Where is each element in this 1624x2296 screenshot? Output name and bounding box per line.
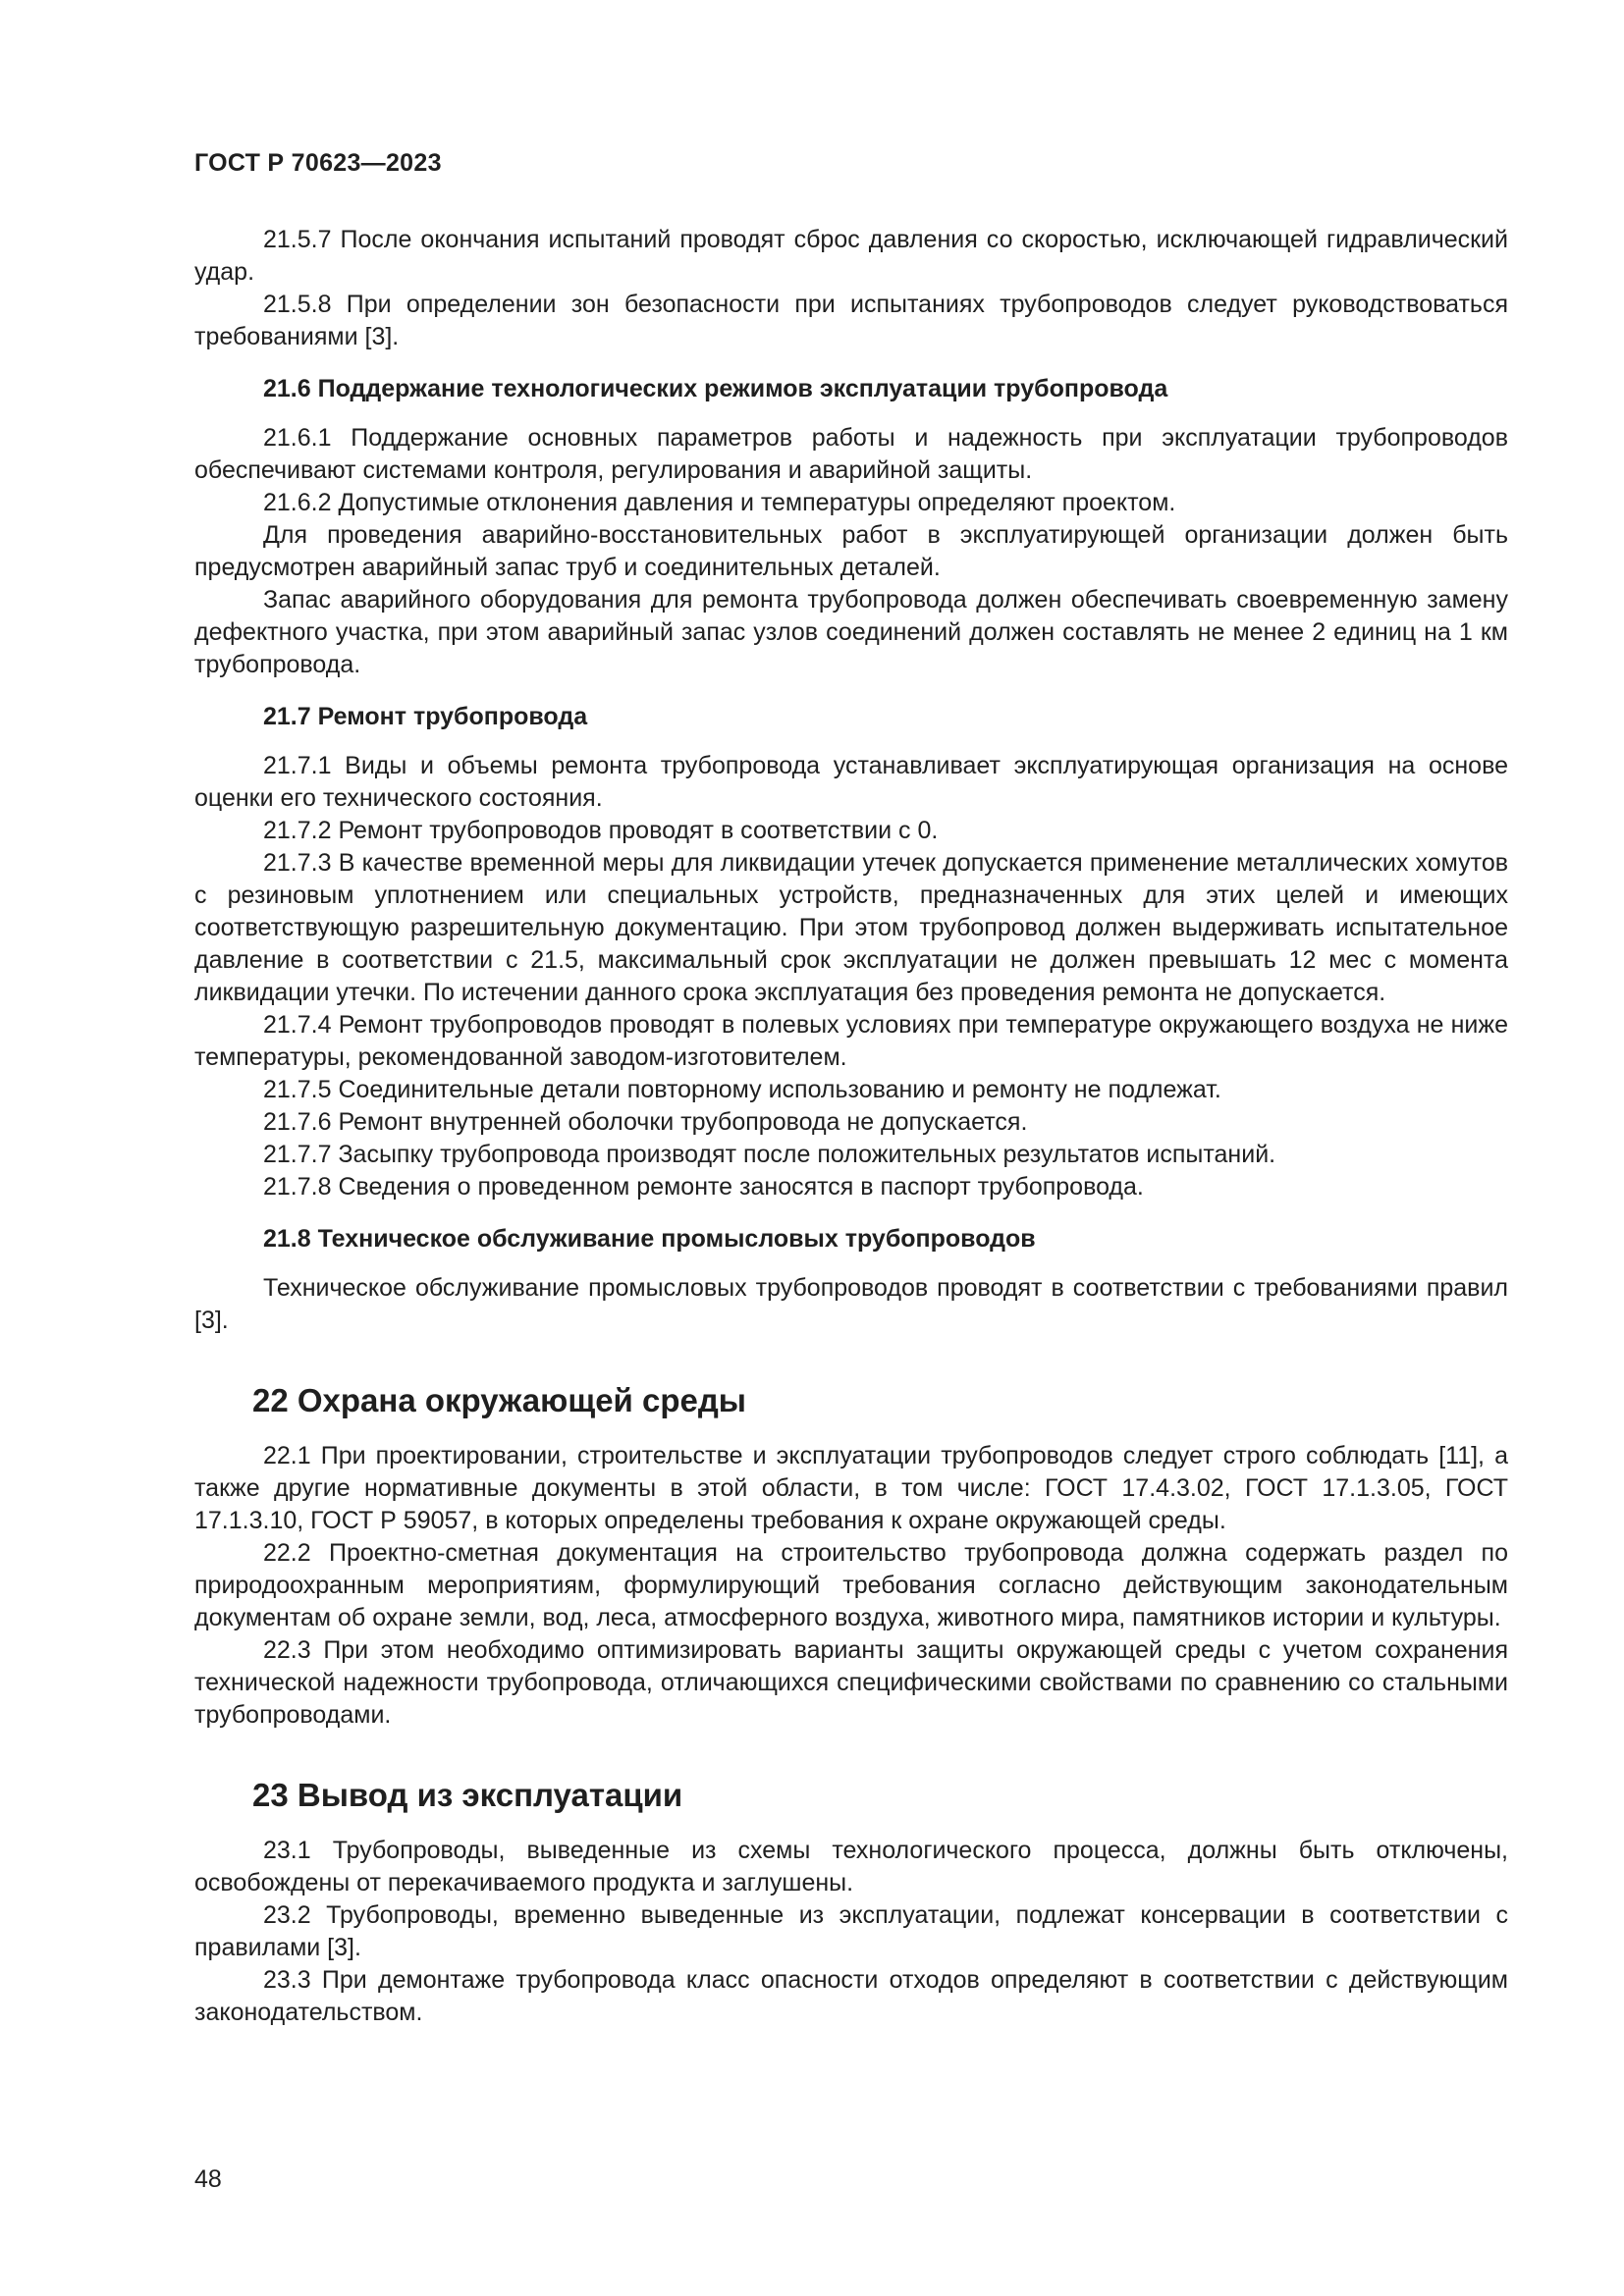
paragraph-22-2: 22.2 Проектно-сметная документация на строительство трубопровода должна содержать раздел по природоохранным мероприятиям, формулирующий требования согласно действующим законодательным документам об охране земли, вод, леса, атмосферного воздуха, животного мира, памятников истории и культуры. [194, 1539, 1508, 1631]
subheading-21-6: 21.6 Поддержание технологических режимов эксплуатации трубопровода [263, 375, 1168, 402]
paragraph-21-7-1: 21.7.1 Виды и объемы ремонта трубопровода устанавливает эксплуатирующая организация на основе оценки его технического состояния. [194, 752, 1508, 812]
paragraph-21-6-2: 21.6.2 Допустимые отклонения давления и температуры определяют проектом. [263, 489, 1176, 516]
paragraph-23-1: 23.1 Трубопроводы, выведенные из схемы технологического процесса, должны быть отключены, освобождены от перекачиваемого продукта и заглушены. [194, 1837, 1508, 1896]
section-title-23: 23 Вывод из эксплуатации [252, 1777, 683, 1813]
section-title-22: 22 Охрана окружающей среды [252, 1382, 746, 1418]
subheading-21-8: 21.8 Техническое обслуживание промысловых трубопроводов [263, 1225, 1036, 1253]
subheading-21-7: 21.7 Ремонт трубопровода [263, 703, 588, 730]
document-code-header: ГОСТ Р 70623—2023 [194, 149, 442, 177]
paragraph-21-7-6: 21.7.6 Ремонт внутренней оболочки трубопровода не допускается. [263, 1108, 1028, 1136]
paragraph-21-7-3: 21.7.3 В качестве временной меры для ликвидации утечек допускается применение металлических хомутов с резиновым уплотнением или специальных устройств, предназначенных для этих целей и имеющих соответствующую разрешительную документацию. При этом трубопровод должен выдерживать испытательное давление в соответствии с 21.5, максимальный срок эксплуатации не должен превышать 12 мес с момента ликвидации утечки. По истечении данного срока эксплуатация без проведения ремонта не допускается. [194, 849, 1508, 1006]
paragraph-21-7-4: 21.7.4 Ремонт трубопроводов проводят в полевых условиях при температуре окружающего воздуха не ниже температуры, рекомендованной заводом-изготовителем. [194, 1011, 1508, 1071]
paragraph-22-3: 22.3 При этом необходимо оптимизировать варианты защиты окружающей среды с учетом сохранения технической надежности трубопровода, отличающихся специфическими свойствами по сравнению со стальными трубопроводами. [194, 1636, 1508, 1729]
paragraph-23-2: 23.2 Трубопроводы, временно выведенные из эксплуатации, подлежат консервации в соответствии с правилами [3]. [194, 1901, 1508, 1961]
paragraph-21-7-7: 21.7.7 Засыпку трубопровода производят после положительных результатов испытаний. [263, 1141, 1276, 1168]
paragraph-21-7-5: 21.7.5 Соединительные детали повторному использованию и ремонту не подлежат. [263, 1076, 1221, 1103]
page-number: 48 [194, 2165, 222, 2193]
paragraph-21-5-7: 21.5.7 После окончания испытаний проводят сброс давления со скоростью, исключающей гидравлический удар. [194, 226, 1508, 286]
paragraph-21-7-8: 21.7.8 Сведения о проведенном ремонте заносятся в паспорт трубопровода. [263, 1173, 1144, 1201]
paragraph-21-6-1: 21.6.1 Поддержание основных параметров работы и надежность при эксплуатации трубопроводов обеспечивают системами контроля, регулирования и аварийной защиты. [194, 424, 1508, 484]
paragraph-21-8: Техническое обслуживание промысловых трубопроводов проводят в соответствии с требованиями правил [3]. [194, 1274, 1508, 1334]
page-content [194, 224, 1508, 2029]
paragraph-23-3: 23.3 При демонтаже трубопровода класс опасности отходов определяют в соответствии с действующим законодательством. [194, 1966, 1508, 2026]
paragraph-emergency-stock: Запас аварийного оборудования для ремонта трубопровода должен обеспечивать своевременную замену дефектного участка, при этом аварийный запас узлов соединений должен составлять не менее 2 единиц на 1 км трубопровода. [194, 586, 1508, 678]
paragraph-21-7-2: 21.7.2 Ремонт трубопроводов проводят в соответствии с 0. [263, 817, 939, 844]
paragraph-21-5-8: 21.5.8 При определении зон безопасности при испытаниях трубопроводов следует руководствоваться требованиями [3]. [194, 291, 1508, 350]
paragraph-emergency-work: Для проведения аварийно-восстановительных работ в эксплуатирующей организации должен быть предусмотрен аварийный запас труб и соединительных деталей. [194, 521, 1508, 581]
paragraph-22-1: 22.1 При проектировании, строительстве и эксплуатации трубопроводов следует строго соблюдать [11], а также другие нормативные документы в этой области, в том числе: ГОСТ 17.4.3.02, ГОСТ 17.1.3.05, ГОСТ 17.1.3.10, ГОСТ Р 59057, в которых определены требования к охране окружающей среды. [194, 1442, 1508, 1534]
